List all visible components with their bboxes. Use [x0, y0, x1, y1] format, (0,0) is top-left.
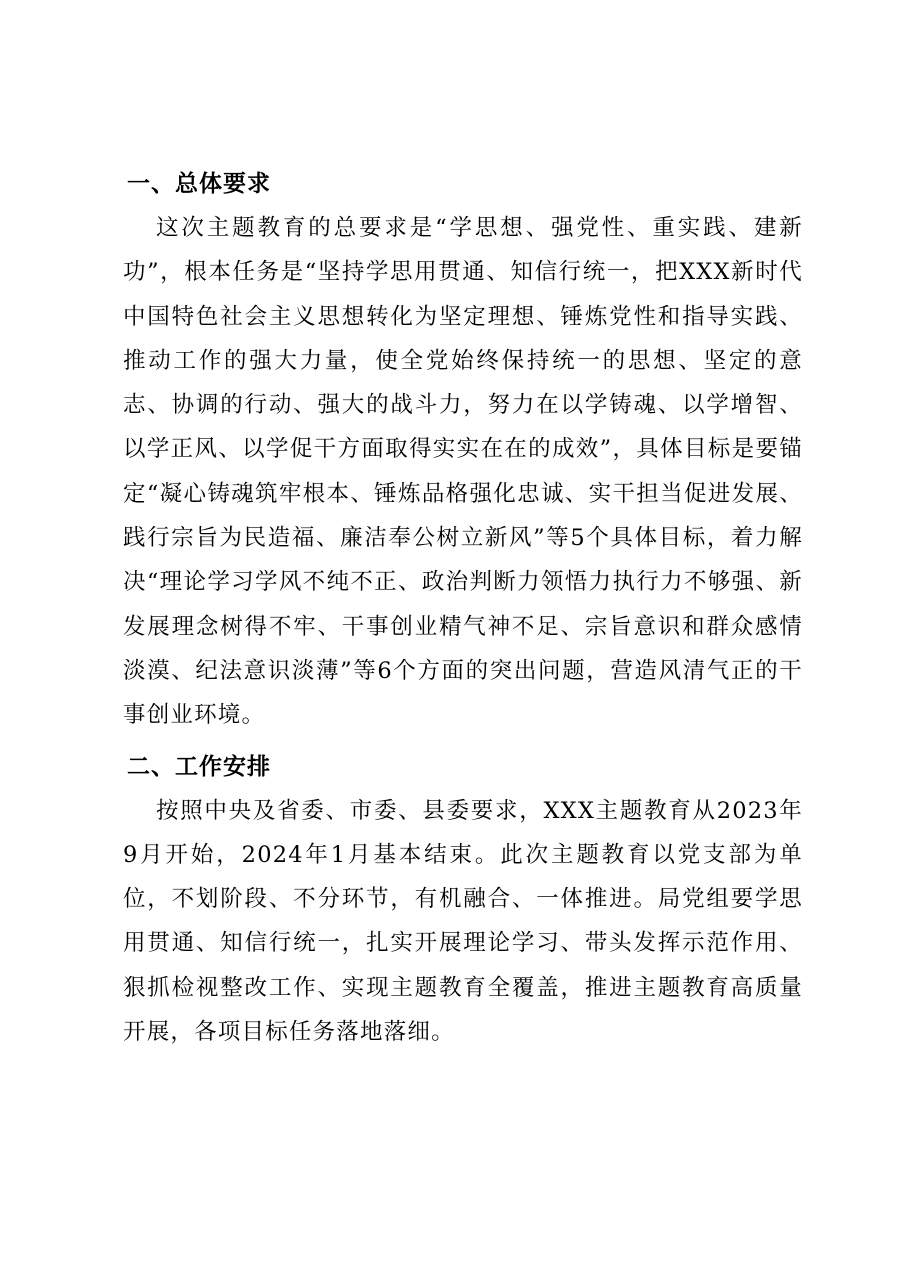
section-heading-work-arrangement: 二、工作安排 — [127, 753, 271, 780]
section-paragraph-overall-requirements: 这次主题教育的总要求是“学思想、强党性、重实践、建新功”，根本任务是“坚持学思用贯通、知信行统一，把XXX新时代中国特色社会主义思想转化为坚定理想、锤炼党性和指导实践、推动工作的强大力量，使全党始终保持统一的思想、坚定的意志、协调的行动、强大的战斗力，努力在以学铸魂、以学增智、以学正风、以学促干方面取得实实在在的成效”，具体目标是要锚定“凝心铸魂筑牢根本、锤炼品格强化忠诚、实干担当促进发展、践行宗旨为民造福、廉洁奉公树立新风”等5个具体目标，着力解决“理论学习学风不纯不正、政治判断力领悟力执行力不够强、新发展理念树得不牢、干事创业精气神不足、宗旨意识和群众感情淡漠、纪法意识淡薄”等6个方面的突出问题，营造风清气正的干事创业环境。 — [123, 215, 803, 729]
section-heading-overall-requirements: 一、总体要求 — [127, 171, 271, 197]
section-paragraph-work-arrangement: 按照中央及省委、市委、县委要求，XXX主题教育从2023年9月开始，2024年1月基本结束。此次主题教育以党支部为单位，不划阶段、不分环节，有机融合、一体推进。局党组要学思用贯通、知信行统一，扎实开展理论学习、带头发挥示范作用、狠抓检视整改工作、实现主题教育全覆盖，推进主题教育高质量开展，各项目标任务落地落细。 — [123, 797, 803, 1046]
document-body — [123, 162, 803, 1054]
